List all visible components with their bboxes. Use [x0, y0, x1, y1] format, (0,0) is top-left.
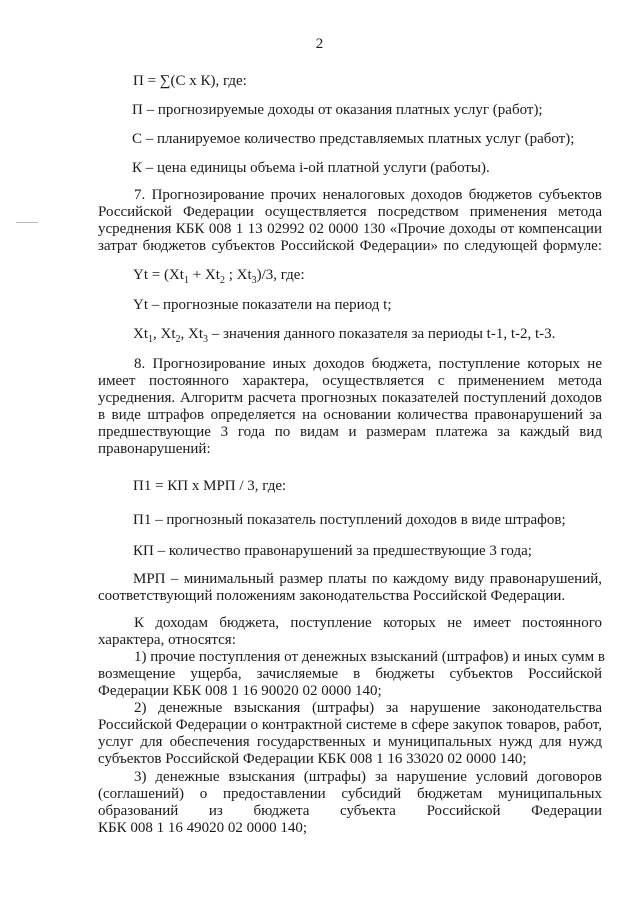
list-item-line: Федерации КБК 008 1 16 90020 02 0000 140;	[98, 683, 382, 699]
paragraph-7-line: 7. Прогнозирование прочих неналоговых доходов бюджетов субъектов	[134, 187, 602, 203]
definition-xt-a: Xt	[133, 326, 148, 342]
list-item-line: 2) денежные взыскания (штрафы) за нарушение законодательства	[134, 700, 602, 716]
list-item-line: КБК 008 1 16 49020 02 0000 140;	[98, 820, 308, 836]
scan-mark	[16, 222, 38, 223]
formula-yt-sub1: 1	[183, 275, 189, 286]
definition-xt-sub2: 2	[175, 334, 181, 345]
paragraph-7-line: Российской Федерации осуществляется посредством применения метода	[98, 204, 602, 220]
list-item-line: образований из бюджета субъекта Российской Федерации	[98, 803, 602, 819]
definition-xt-sub1: 1	[148, 334, 153, 345]
paragraph-7-line: усреднения КБК 008 1 13 02992 02 0000 130 «Прочие доходы от компенсации	[98, 221, 602, 237]
paragraph-8-line: 8. Прогнозирование иных доходов бюджета, поступление которых не	[134, 356, 602, 372]
formula-yt	[133, 267, 305, 284]
list-item-line: возмещение ущерба, зачисляемые в бюджеты субъектов Российской	[98, 666, 602, 682]
paragraph-8-line: предшествующие 3 года по видам и размерам платежа за каждый вид	[98, 424, 602, 440]
definition-xt-c: , Xt	[180, 326, 203, 342]
definition-xt-d: – значения данного показателя за периоды t-1, t-2, t-3.	[208, 326, 556, 342]
definition-xt-b: , Xt	[153, 326, 176, 342]
definition-mrp-line: соответствующий положениям законодательства Российской Федерации.	[98, 588, 566, 604]
formula-yt-plus: + Xt	[188, 267, 220, 283]
list-item-line: 1) прочие поступления от денежных взысканий (штрафов) и иных сумм в	[134, 649, 605, 665]
formula-yt-sub3: 3	[251, 275, 257, 286]
paragraph-income-types-line: К доходам бюджета, поступление которых не имеет постоянного	[134, 615, 602, 631]
list-item-line: 3) денежные взыскания (штрафы) за нарушение условий договоров	[134, 769, 602, 785]
paragraph-7-line: затрат бюджетов субъектов Российской Федерации» по следующей формуле:	[98, 238, 602, 254]
definition-p: П – прогнозируемые доходы от оказания платных услуг (работ);	[132, 102, 543, 118]
paragraph-8-line: имеет постоянного характера, осуществляется с применением метода	[98, 373, 602, 389]
paragraph-income-types-line: характера, относятся:	[98, 632, 236, 648]
definition-c: С – планируемое количество представляемых платных услуг (работ);	[132, 131, 575, 147]
definition-mrp-line: МРП – минимальный размер платы по каждому виду правонарушений,	[133, 571, 602, 587]
formula-fines: П1 = КП х МРП / 3, где:	[133, 478, 287, 494]
list-item-line: услуг для обеспечения государственных и муниципальных нужд для нужд	[98, 734, 602, 750]
formula-yt-lhs: Yt = (Xt	[133, 267, 184, 283]
list-item-line: субъектов Российской Федерации КБК 008 1 16 33020 02 0000 140;	[98, 751, 527, 767]
formula-yt-rhs: )/3, где:	[256, 267, 305, 283]
definition-p1: П1 – прогнозный показатель поступлений доходов в виде штрафов;	[133, 512, 566, 528]
list-item-line: Российской Федерации о контрактной системе в сфере закупок товаров, работ,	[98, 717, 602, 733]
paragraph-8-line: правонарушений:	[98, 441, 211, 457]
paragraph-8-line: усреднения. Алгоритм расчета прогнозных показателей поступлений доходов	[98, 390, 602, 406]
formula-yt-sub2: 2	[219, 275, 225, 286]
paragraph-8-line: в виде штрафов определяется на основании количества правонарушений за	[98, 407, 602, 423]
formula-yt-sep: ; Xt	[224, 267, 252, 283]
definition-xt-sub3: 3	[203, 334, 208, 345]
definition-yt: Yt – прогнозные показатели на период t;	[133, 297, 392, 313]
definition-kp: КП – количество правонарушений за предшествующие 3 года;	[133, 543, 532, 559]
definition-k: К – цена единицы объема i-ой платной услуги (работы).	[132, 160, 490, 176]
list-item-line: (соглашений) о предоставлении субсидий бюджетам муниципальных	[98, 786, 602, 802]
definition-xt	[133, 326, 555, 343]
page-number: 2	[315, 36, 324, 52]
formula-revenue: П = ∑(С х К), где:	[133, 73, 247, 89]
